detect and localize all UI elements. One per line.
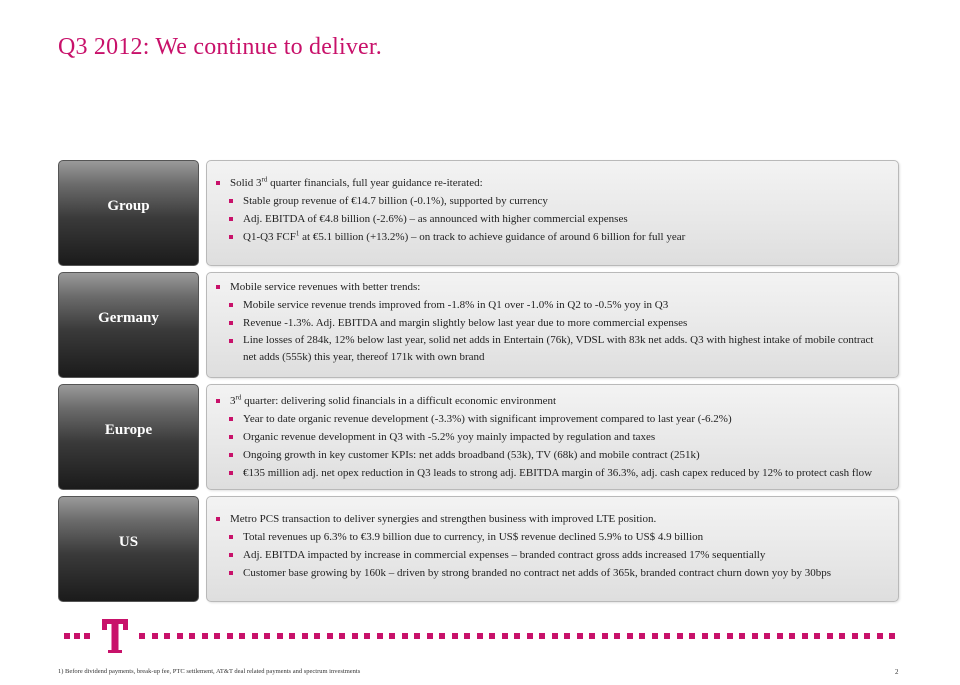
section-us <box>58 496 899 602</box>
section-germany <box>58 272 899 378</box>
sub-bullet: €135 million adj. net opex reduction in Q3 leads to strong adj. EBITDA margin of 36.3%, adj. cash capex reduced by 12% to protect cash flow <box>229 464 884 482</box>
main-bullet <box>216 392 884 410</box>
footer-dot <box>164 633 170 639</box>
footer-dot <box>327 633 333 639</box>
footer-dot <box>389 633 395 639</box>
footer-dot <box>677 633 683 639</box>
footer-dot <box>414 633 420 639</box>
bullet-square-icon <box>229 339 233 343</box>
footer-dot <box>84 633 90 639</box>
sub-bullet: Stable group revenue of €14.7 billion (-0.1%), supported by currency <box>229 192 884 210</box>
footer-dot <box>564 633 570 639</box>
section-label: US <box>118 534 139 550</box>
footer-dot <box>64 633 70 639</box>
sub-bullet: Adj. EBITDA impacted by increase in commercial expenses – branded contract gross adds increased 17% sequentially <box>229 546 884 564</box>
bullet-square-icon <box>229 435 233 439</box>
sub-bullet: Adj. EBITDA of €4.8 billion (-2.6%) – as announced with higher commercial expenses <box>229 210 884 228</box>
section-label-box <box>58 384 199 490</box>
footer-dot <box>614 633 620 639</box>
section-content <box>206 384 899 490</box>
footer-dot <box>152 633 158 639</box>
footer-dot <box>464 633 470 639</box>
main-bullet <box>216 174 884 192</box>
footer-dot <box>202 633 208 639</box>
sub-bullet: Line losses of 284k, 12% below last year, solid net adds in Entertain (76k), VDSL with 83k net adds. Q3 with highest intake of mobile contract net adds (555k) this year, thereof 171k with own brand <box>229 332 884 366</box>
section-label: Europe <box>104 422 153 438</box>
footer-dot <box>239 633 245 639</box>
bullet-square-icon <box>216 181 220 185</box>
footer-dot <box>814 633 820 639</box>
section-label: Germany <box>98 310 159 326</box>
footer-dot <box>689 633 695 639</box>
section-europe <box>58 384 899 490</box>
sub-bullet: Mobile service revenue trends improved from -1.8% in Q1 over -1.0% in Q2 to -0.5% yoy in Q3 <box>229 296 884 314</box>
bullet-square-icon <box>229 321 233 325</box>
footer-dot <box>802 633 808 639</box>
footer-dot <box>177 633 183 639</box>
footer-dot <box>852 633 858 639</box>
footer-dot <box>439 633 445 639</box>
footer-dot <box>702 633 708 639</box>
footer-dot <box>139 633 145 639</box>
footer-dot <box>627 633 633 639</box>
section-label-box <box>58 496 199 602</box>
footer-dot-line <box>64 633 894 643</box>
footer-dot <box>302 633 308 639</box>
footer-dot <box>652 633 658 639</box>
footer-dot <box>289 633 295 639</box>
bullet-square-icon <box>229 199 233 203</box>
sub-bullet: Revenue -1.3%. Adj. EBITDA and margin slightly below last year due to more commercial expenses <box>229 314 884 332</box>
footer-dot <box>602 633 608 639</box>
footer-dot <box>889 633 895 639</box>
footer-dot <box>752 633 758 639</box>
bullet-square-icon <box>216 399 220 403</box>
sub-bullet: Ongoing growth in key customer KPIs: net adds broadband (53k), TV (68k) and mobile contract (251k) <box>229 446 884 464</box>
footer-dot <box>364 633 370 639</box>
section-content <box>206 160 899 266</box>
bullet-square-icon <box>229 553 233 557</box>
footer-dot <box>489 633 495 639</box>
main-bullet-text: 3rd quarter: delivering solid financials in a difficult economic environment <box>230 393 557 407</box>
footer-dot <box>539 633 545 639</box>
footer-dot <box>789 633 795 639</box>
footer-dot <box>74 633 80 639</box>
footer-dot <box>727 633 733 639</box>
bullet-square-icon <box>229 217 233 221</box>
page-title: Q3 2012: We continue to deliver. <box>58 34 382 60</box>
sub-bullet: Organic revenue development in Q3 with -5.2% yoy mainly impacted by regulation and taxes <box>229 428 884 446</box>
footnote: 1) Before dividend payments, break-up fee, PTC settlement, AT&T deal related payments and spectrum investments <box>58 668 361 675</box>
footer-dot <box>314 633 320 639</box>
bullet-square-icon <box>229 417 233 421</box>
bullet-square-icon <box>229 571 233 575</box>
footer-dot <box>527 633 533 639</box>
bullet-square-icon <box>229 453 233 457</box>
bullet-square-icon <box>229 235 233 239</box>
bullet-list <box>216 510 884 582</box>
bullet-square-icon <box>229 471 233 475</box>
footer-dot <box>452 633 458 639</box>
bullet-list <box>216 392 884 482</box>
footer-dot <box>739 633 745 639</box>
footer-dot <box>877 633 883 639</box>
sub-bullet: Total revenues up 6.3% to €3.9 billion due to currency, in US$ revenue declined 5.9% to US$ 4.9 billion <box>229 528 884 546</box>
main-bullet: Mobile service revenues with better trends: <box>216 278 884 296</box>
footer-dot <box>714 633 720 639</box>
bullet-list <box>216 174 884 246</box>
footer-dot <box>577 633 583 639</box>
sub-bullet-text: Q1-Q3 FCF$^1$ at €5.1 billion (+13.2%) – on track to achieve guidance of around 6 billion for full year <box>243 229 686 243</box>
section-label-box <box>58 272 199 378</box>
footer-dot <box>377 633 383 639</box>
telekom-t-logo-icon <box>100 616 130 656</box>
bullet-list <box>216 278 884 366</box>
footer-dot <box>864 633 870 639</box>
main-bullet-text: Solid 3rd quarter financials, full year guidance re-iterated: <box>230 175 483 189</box>
footer-dot <box>589 633 595 639</box>
footer-dot <box>252 633 258 639</box>
footer-dot <box>764 633 770 639</box>
footer-dot <box>339 633 345 639</box>
footer-dot <box>664 633 670 639</box>
footer-dot <box>189 633 195 639</box>
bullet-square-icon <box>229 535 233 539</box>
main-bullet: Metro PCS transaction to deliver synergies and strengthen business with improved LTE position. <box>216 510 884 528</box>
sub-bullet: Year to date organic revenue development (-3.3%) with significant improvement compared to last year (-6.2%) <box>229 410 884 428</box>
section-content <box>206 272 899 378</box>
footer-dot <box>477 633 483 639</box>
footer-dot <box>639 633 645 639</box>
page-number: 2 <box>895 668 899 676</box>
sub-bullet: Customer base growing by 160k – driven by strong branded no contract net adds of 365k, branded contract churn down yoy by 30bps <box>229 564 884 582</box>
footer-dot <box>214 633 220 639</box>
footer-dot <box>514 633 520 639</box>
bullet-square-icon <box>216 285 220 289</box>
footer-dot <box>402 633 408 639</box>
footer-dot <box>839 633 845 639</box>
bullet-square-icon <box>229 303 233 307</box>
section-label-box <box>58 160 199 266</box>
footer-dot <box>777 633 783 639</box>
footer-dot <box>277 633 283 639</box>
footer-dot <box>827 633 833 639</box>
footer-dot <box>227 633 233 639</box>
footer-dot <box>427 633 433 639</box>
section-content <box>206 496 899 602</box>
footer-dot <box>552 633 558 639</box>
bullet-square-icon <box>216 517 220 521</box>
footer-dot <box>352 633 358 639</box>
section-group <box>58 160 899 266</box>
footer-dot <box>502 633 508 639</box>
section-label: Group <box>107 198 150 214</box>
footer-dot <box>264 633 270 639</box>
sub-bullet <box>229 228 884 246</box>
